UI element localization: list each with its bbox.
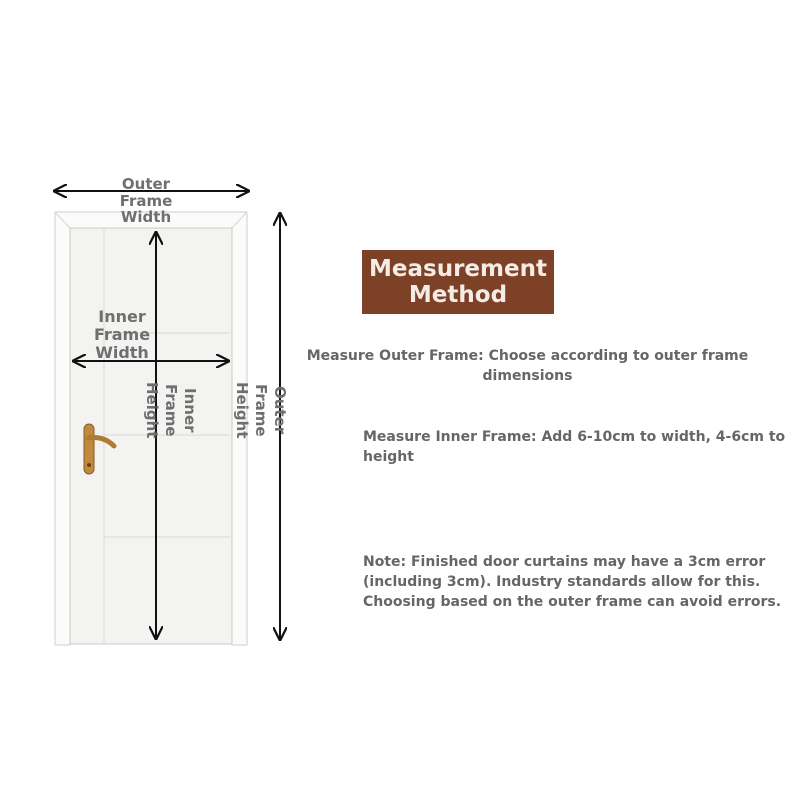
- measure-outer-frame-note: Measure Outer Frame: Choose according to outer frame dimensions: [306, 348, 749, 384]
- outer-frame-width-label: Outer Frame Width: [119, 175, 173, 226]
- measurement-method-title: Measurement Method: [362, 250, 554, 314]
- inner-frame-height-label: Inner Frame Height: [143, 381, 199, 439]
- outer-frame-height-label: Outer Frame Height: [233, 381, 289, 439]
- error-tolerance-note: Note: Finished door curtains may have a 3cm error (including 3cm). Industry standards allow for this. Choosing based on the outer frame can avoid errors.: [363, 554, 782, 610]
- measure-inner-frame-note: Measure Inner Frame: Add 6-10cm to width, 4-6cm to height: [363, 429, 786, 465]
- inner-frame-width-label: Inner Frame Width: [93, 307, 151, 362]
